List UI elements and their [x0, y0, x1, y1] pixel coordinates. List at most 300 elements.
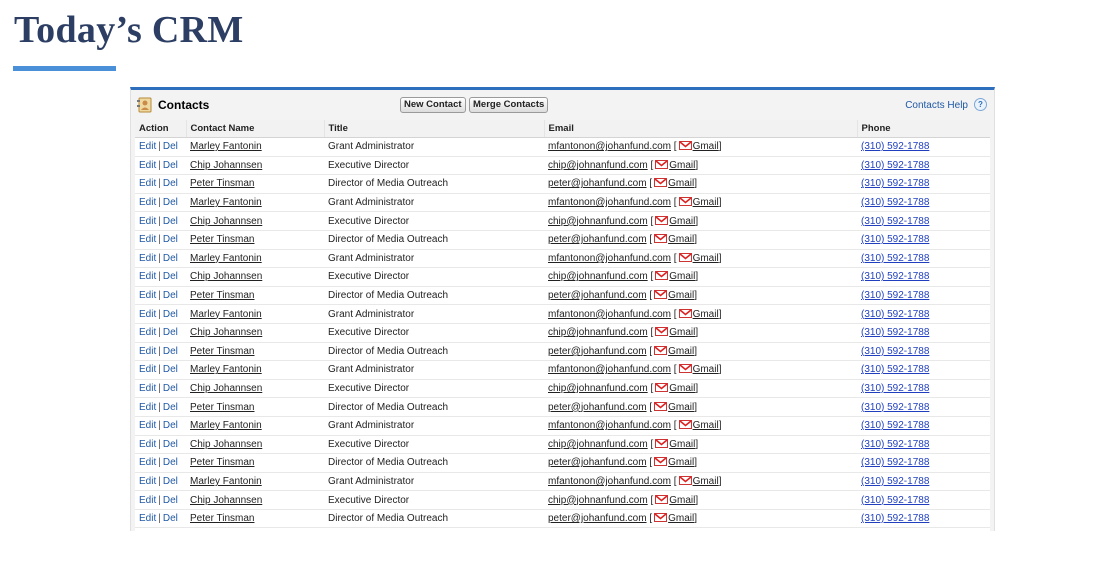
table-row	[135, 193, 990, 212]
phone-cell	[857, 156, 990, 175]
phone-cell	[857, 379, 990, 398]
edit-link[interactable]: Edit	[139, 420, 157, 432]
title-cell: Director of Media Outreach	[324, 230, 544, 249]
email-link[interactable]: mfantonon@johanfund.com	[548, 197, 672, 209]
row-actions	[135, 416, 186, 435]
phone-cell	[857, 138, 990, 157]
table-row	[135, 342, 990, 361]
gmail-link[interactable]: [ Gmail]	[673, 197, 722, 209]
gmail-icon	[679, 141, 692, 150]
gmail-icon	[655, 383, 668, 392]
phone-link[interactable]: (310) 592-1788	[861, 475, 930, 487]
title-cell: Executive Director	[324, 491, 544, 510]
email-cell	[544, 268, 857, 287]
del-link[interactable]: Del	[162, 197, 178, 209]
contact-name-link[interactable]: Marley Fantonin	[190, 420, 262, 432]
edit-link[interactable]: Edit	[139, 513, 157, 525]
table-row	[135, 268, 990, 287]
gmail-icon	[679, 476, 692, 485]
table-row	[135, 305, 990, 324]
column-header-contact-name[interactable]: Contact Name	[186, 120, 324, 138]
email-cell	[544, 509, 857, 528]
del-link[interactable]: Del	[162, 308, 178, 320]
gmail-label: Gmail	[669, 438, 696, 450]
title-cell: Grant Administrator	[324, 472, 544, 491]
email-link[interactable]: mfantonon@johanfund.com	[548, 364, 672, 376]
email-link[interactable]: peter@johanfund.com	[548, 345, 647, 357]
phone-link[interactable]: (310) 592-1788	[861, 271, 930, 283]
email-cell	[544, 305, 857, 324]
email-link[interactable]: chip@johnanfund.com	[548, 271, 648, 283]
phone-cell	[857, 249, 990, 268]
contact-name-cell	[186, 175, 324, 194]
action-separator: |	[158, 420, 161, 432]
edit-link[interactable]: Edit	[139, 438, 157, 450]
contact-name-cell	[186, 379, 324, 398]
gmail-link[interactable]: [ Gmail]	[649, 178, 698, 190]
action-separator: |	[158, 438, 161, 450]
contact-name-link[interactable]: Chip Johannsen	[190, 327, 263, 339]
contact-name-link[interactable]: Peter Tinsman	[190, 401, 255, 413]
email-link[interactable]: mfantonon@johanfund.com	[548, 252, 672, 264]
del-link[interactable]: Del	[162, 252, 178, 264]
email-cell	[544, 398, 857, 417]
action-separator: |	[158, 345, 161, 357]
title-underline	[13, 66, 116, 71]
table-row	[135, 230, 990, 249]
title-cell: Director of Media Outreach	[324, 342, 544, 361]
contact-name-link[interactable]: Chip Johannsen	[190, 271, 263, 283]
gmail-label: Gmail	[669, 271, 696, 283]
edit-link[interactable]: Edit	[139, 327, 157, 339]
edit-link[interactable]: Edit	[139, 178, 157, 190]
table-row	[135, 138, 990, 157]
row-actions	[135, 491, 186, 510]
panel-header	[131, 90, 994, 120]
email-cell	[544, 323, 857, 342]
contact-name-link[interactable]: Chip Johannsen	[190, 159, 263, 171]
contact-name-cell	[186, 268, 324, 287]
phone-link[interactable]: (310) 592-1788	[861, 513, 930, 525]
row-actions	[135, 175, 186, 194]
gmail-icon	[679, 364, 692, 373]
action-separator: |	[158, 141, 161, 153]
title-cell: Director of Media Outreach	[324, 509, 544, 528]
gmail-icon	[679, 253, 692, 262]
phone-cell	[857, 193, 990, 212]
email-cell	[544, 156, 857, 175]
email-cell	[544, 491, 857, 510]
edit-link[interactable]: Edit	[139, 308, 157, 320]
gmail-icon	[654, 513, 667, 522]
gmail-label: Gmail	[692, 252, 719, 264]
gmail-icon	[655, 160, 668, 169]
action-separator: |	[158, 197, 161, 209]
gmail-label: Gmail	[692, 420, 719, 432]
contact-name-link[interactable]: Peter Tinsman	[190, 345, 255, 357]
phone-cell	[857, 491, 990, 510]
contact-name-link[interactable]: Peter Tinsman	[190, 234, 255, 246]
phone-cell	[857, 361, 990, 380]
del-link[interactable]: Del	[162, 401, 178, 413]
table-row	[135, 323, 990, 342]
action-separator: |	[158, 364, 161, 376]
contact-name-cell	[186, 156, 324, 175]
table-row	[135, 509, 990, 528]
action-separator: |	[158, 401, 161, 413]
del-link[interactable]: Del	[162, 513, 178, 525]
gmail-icon	[654, 346, 667, 355]
gmail-icon	[655, 327, 668, 336]
row-actions	[135, 342, 186, 361]
phone-cell	[857, 416, 990, 435]
gmail-label: Gmail	[692, 308, 719, 320]
title-cell: Executive Director	[324, 379, 544, 398]
email-link[interactable]: chip@johnanfund.com	[548, 438, 648, 450]
contact-name-link[interactable]: Marley Fantonin	[190, 141, 262, 153]
del-link[interactable]: Del	[162, 475, 178, 487]
edit-link[interactable]: Edit	[139, 141, 157, 153]
gmail-label: Gmail	[668, 234, 695, 246]
action-separator: |	[158, 513, 161, 525]
edit-link[interactable]: Edit	[139, 234, 157, 246]
action-separator: |	[158, 271, 161, 283]
phone-link[interactable]: (310) 592-1788	[861, 252, 930, 264]
phone-link[interactable]: (310) 592-1788	[861, 420, 930, 432]
action-separator: |	[158, 234, 161, 246]
phone-cell	[857, 230, 990, 249]
gmail-icon	[679, 309, 692, 318]
phone-link[interactable]: (310) 592-1788	[861, 178, 930, 190]
email-link[interactable]: peter@johanfund.com	[548, 234, 647, 246]
contact-name-cell	[186, 509, 324, 528]
contact-name-cell	[186, 230, 324, 249]
contact-name-link[interactable]: Peter Tinsman	[190, 290, 255, 302]
edit-link[interactable]: Edit	[139, 475, 157, 487]
merge-contacts-button[interactable]: Merge Contacts	[469, 97, 548, 113]
gmail-link[interactable]: [ Gmail]	[673, 475, 722, 487]
contact-name-cell	[186, 491, 324, 510]
gmail-label: Gmail	[668, 290, 695, 302]
row-actions	[135, 472, 186, 491]
gmail-link[interactable]: [ Gmail]	[650, 494, 699, 506]
gmail-link[interactable]: [ Gmail]	[649, 513, 698, 525]
table-row	[135, 379, 990, 398]
gmail-link[interactable]: [ Gmail]	[649, 457, 698, 469]
del-link[interactable]: Del	[162, 327, 178, 339]
gmail-icon	[654, 402, 667, 411]
phone-link[interactable]: (310) 592-1788	[861, 197, 930, 209]
edit-link[interactable]: Edit	[139, 215, 157, 227]
table-row	[135, 249, 990, 268]
contact-name-cell	[186, 342, 324, 361]
phone-link[interactable]: (310) 592-1788	[861, 215, 930, 227]
phone-link[interactable]: (310) 592-1788	[861, 401, 930, 413]
gmail-label: Gmail	[669, 383, 696, 395]
email-link[interactable]: chip@johnanfund.com	[548, 494, 648, 506]
table-row	[135, 398, 990, 417]
email-cell	[544, 175, 857, 194]
gmail-link[interactable]: [ Gmail]	[673, 308, 722, 320]
contact-name-cell	[186, 286, 324, 305]
title-cell: Grant Administrator	[324, 305, 544, 324]
contacts-help-link[interactable]: Contacts Help	[905, 100, 968, 111]
phone-link[interactable]: (310) 592-1788	[861, 141, 930, 153]
email-cell	[544, 230, 857, 249]
phone-cell	[857, 212, 990, 231]
del-link[interactable]: Del	[162, 494, 178, 506]
del-link[interactable]: Del	[162, 271, 178, 283]
email-cell	[544, 342, 857, 361]
contact-name-cell	[186, 138, 324, 157]
gmail-icon	[654, 290, 667, 299]
column-header-email[interactable]: Email	[544, 120, 857, 138]
row-actions	[135, 379, 186, 398]
gmail-label: Gmail	[669, 494, 696, 506]
contact-name-cell	[186, 249, 324, 268]
phone-cell	[857, 472, 990, 491]
row-actions	[135, 193, 186, 212]
gmail-link[interactable]: [ Gmail]	[649, 234, 698, 246]
email-link[interactable]: mfantonon@johanfund.com	[548, 141, 672, 153]
contact-name-link[interactable]: Chip Johannsen	[190, 494, 263, 506]
action-separator: |	[158, 159, 161, 171]
gmail-icon	[655, 216, 668, 225]
gmail-icon	[679, 197, 692, 206]
phone-link[interactable]: (310) 592-1788	[861, 494, 930, 506]
phone-link[interactable]: (310) 592-1788	[861, 383, 930, 395]
gmail-link[interactable]: [ Gmail]	[650, 383, 699, 395]
email-cell	[544, 138, 857, 157]
gmail-label: Gmail	[668, 457, 695, 469]
gmail-link[interactable]: [ Gmail]	[649, 290, 698, 302]
contacts-panel	[130, 87, 995, 531]
column-header-action[interactable]: Action	[135, 120, 186, 138]
del-link[interactable]: Del	[162, 383, 178, 395]
contact-name-cell	[186, 454, 324, 473]
del-link[interactable]: Del	[162, 420, 178, 432]
email-link[interactable]: chip@johnanfund.com	[548, 327, 648, 339]
table-header-row	[135, 120, 990, 138]
contact-name-cell	[186, 472, 324, 491]
email-cell	[544, 361, 857, 380]
del-link[interactable]: Del	[162, 345, 178, 357]
action-separator: |	[158, 494, 161, 506]
table-row	[135, 286, 990, 305]
gmail-link[interactable]: [ Gmail]	[649, 401, 698, 413]
phone-cell	[857, 342, 990, 361]
table-row	[135, 156, 990, 175]
gmail-link[interactable]: [ Gmail]	[650, 327, 699, 339]
email-link[interactable]: mfantonon@johanfund.com	[548, 308, 672, 320]
edit-link[interactable]: Edit	[139, 345, 157, 357]
row-actions	[135, 454, 186, 473]
phone-link[interactable]: (310) 592-1788	[861, 159, 930, 171]
contact-name-link[interactable]: Marley Fantonin	[190, 252, 262, 264]
email-link[interactable]: mfantonon@johanfund.com	[548, 420, 672, 432]
phone-link[interactable]: (310) 592-1788	[861, 308, 930, 320]
title-cell: Grant Administrator	[324, 138, 544, 157]
phone-cell	[857, 323, 990, 342]
contact-name-cell	[186, 435, 324, 454]
gmail-link[interactable]: [ Gmail]	[649, 345, 698, 357]
gmail-icon	[655, 271, 668, 280]
del-link[interactable]: Del	[162, 438, 178, 450]
gmail-link[interactable]: [ Gmail]	[673, 364, 722, 376]
title-cell: Director of Media Outreach	[324, 398, 544, 417]
contact-name-link[interactable]: Peter Tinsman	[190, 457, 255, 469]
contact-name-link[interactable]: Marley Fantonin	[190, 364, 262, 376]
edit-link[interactable]: Edit	[139, 252, 157, 264]
action-separator: |	[158, 457, 161, 469]
gmail-icon	[679, 420, 692, 429]
email-cell	[544, 249, 857, 268]
email-link[interactable]: mfantonon@johanfund.com	[548, 475, 672, 487]
edit-link[interactable]: Edit	[139, 197, 157, 209]
phone-cell	[857, 175, 990, 194]
contact-name-link[interactable]: Marley Fantonin	[190, 197, 262, 209]
row-actions	[135, 435, 186, 454]
contacts-icon	[136, 96, 154, 114]
phone-link[interactable]: (310) 592-1788	[861, 364, 930, 376]
edit-link[interactable]: Edit	[139, 457, 157, 469]
title-cell: Grant Administrator	[324, 361, 544, 380]
help-icon[interactable]: ?	[974, 98, 987, 111]
contact-name-link[interactable]: Marley Fantonin	[190, 308, 262, 320]
phone-cell	[857, 268, 990, 287]
phone-link[interactable]: (310) 592-1788	[861, 438, 930, 450]
title-cell: Executive Director	[324, 156, 544, 175]
edit-link[interactable]: Edit	[139, 271, 157, 283]
edit-link[interactable]: Edit	[139, 290, 157, 302]
phone-cell	[857, 398, 990, 417]
gmail-link[interactable]: [ Gmail]	[673, 252, 722, 264]
table-row	[135, 212, 990, 231]
del-link[interactable]: Del	[162, 215, 178, 227]
email-link[interactable]: peter@johanfund.com	[548, 401, 647, 413]
gmail-icon	[654, 178, 667, 187]
title-cell: Grant Administrator	[324, 249, 544, 268]
del-link[interactable]: Del	[162, 364, 178, 376]
del-link[interactable]: Del	[162, 159, 178, 171]
edit-link[interactable]: Edit	[139, 383, 157, 395]
table-row	[135, 361, 990, 380]
email-link[interactable]: peter@johanfund.com	[548, 178, 647, 190]
phone-cell	[857, 305, 990, 324]
del-link[interactable]: Del	[162, 234, 178, 246]
email-link[interactable]: peter@johanfund.com	[548, 513, 647, 525]
title-cell: Executive Director	[324, 323, 544, 342]
edit-link[interactable]: Edit	[139, 401, 157, 413]
contact-name-link[interactable]: Chip Johannsen	[190, 215, 263, 227]
phone-link[interactable]: (310) 592-1788	[861, 345, 930, 357]
row-actions	[135, 509, 186, 528]
action-separator: |	[158, 252, 161, 264]
contact-name-cell	[186, 361, 324, 380]
gmail-label: Gmail	[692, 475, 719, 487]
gmail-label: Gmail	[669, 215, 696, 227]
row-actions	[135, 212, 186, 231]
contact-name-link[interactable]: Chip Johannsen	[190, 383, 263, 395]
del-link[interactable]: Del	[162, 290, 178, 302]
contact-name-link[interactable]: Chip Johannsen	[190, 438, 263, 450]
email-link[interactable]: chip@johnanfund.com	[548, 159, 648, 171]
phone-link[interactable]: (310) 592-1788	[861, 327, 930, 339]
action-separator: |	[158, 475, 161, 487]
contact-name-link[interactable]: Peter Tinsman	[190, 513, 255, 525]
del-link[interactable]: Del	[162, 457, 178, 469]
gmail-link[interactable]: [ Gmail]	[650, 215, 699, 227]
gmail-label: Gmail	[668, 401, 695, 413]
gmail-link[interactable]: [ Gmail]	[650, 159, 699, 171]
email-cell	[544, 435, 857, 454]
new-contact-button[interactable]: New Contact	[400, 97, 466, 113]
title-cell: Executive Director	[324, 435, 544, 454]
contact-name-cell	[186, 323, 324, 342]
gmail-link[interactable]: [ Gmail]	[673, 141, 722, 153]
column-header-phone[interactable]: Phone	[857, 120, 990, 138]
edit-link[interactable]: Edit	[139, 494, 157, 506]
email-link[interactable]: chip@johnanfund.com	[548, 383, 648, 395]
del-link[interactable]: Del	[162, 141, 178, 153]
action-separator: |	[158, 215, 161, 227]
panel-title: Contacts	[158, 98, 210, 112]
del-link[interactable]: Del	[162, 178, 178, 190]
title-cell: Grant Administrator	[324, 193, 544, 212]
gmail-link[interactable]: [ Gmail]	[650, 271, 699, 283]
contacts-table-wrap	[135, 120, 990, 531]
contact-name-cell	[186, 416, 324, 435]
edit-link[interactable]: Edit	[139, 159, 157, 171]
title-cell: Executive Director	[324, 212, 544, 231]
email-cell	[544, 212, 857, 231]
row-actions	[135, 305, 186, 324]
action-separator: |	[158, 178, 161, 190]
phone-cell	[857, 286, 990, 305]
email-link[interactable]: chip@johnanfund.com	[548, 215, 648, 227]
title-cell: Director of Media Outreach	[324, 175, 544, 194]
gmail-link[interactable]: [ Gmail]	[673, 420, 722, 432]
gmail-icon	[654, 234, 667, 243]
column-header-title[interactable]: Title	[324, 120, 544, 138]
gmail-label: Gmail	[668, 178, 695, 190]
email-link[interactable]: peter@johanfund.com	[548, 290, 647, 302]
gmail-label: Gmail	[668, 513, 695, 525]
phone-link[interactable]: (310) 592-1788	[861, 290, 930, 302]
gmail-link[interactable]: [ Gmail]	[650, 438, 699, 450]
contact-name-link[interactable]: Peter Tinsman	[190, 178, 255, 190]
phone-link[interactable]: (310) 592-1788	[861, 234, 930, 246]
email-link[interactable]: peter@johanfund.com	[548, 457, 647, 469]
email-cell	[544, 193, 857, 212]
phone-link[interactable]: (310) 592-1788	[861, 457, 930, 469]
title-cell: Director of Media Outreach	[324, 454, 544, 473]
table-body	[135, 138, 990, 528]
contact-name-cell	[186, 305, 324, 324]
contact-name-link[interactable]: Marley Fantonin	[190, 475, 262, 487]
row-actions	[135, 138, 186, 157]
title-cell: Grant Administrator	[324, 416, 544, 435]
table-row	[135, 435, 990, 454]
row-actions	[135, 323, 186, 342]
gmail-label: Gmail	[669, 327, 696, 339]
table-row	[135, 454, 990, 473]
email-cell	[544, 286, 857, 305]
table-row	[135, 175, 990, 194]
action-separator: |	[158, 308, 161, 320]
edit-link[interactable]: Edit	[139, 364, 157, 376]
row-actions	[135, 249, 186, 268]
